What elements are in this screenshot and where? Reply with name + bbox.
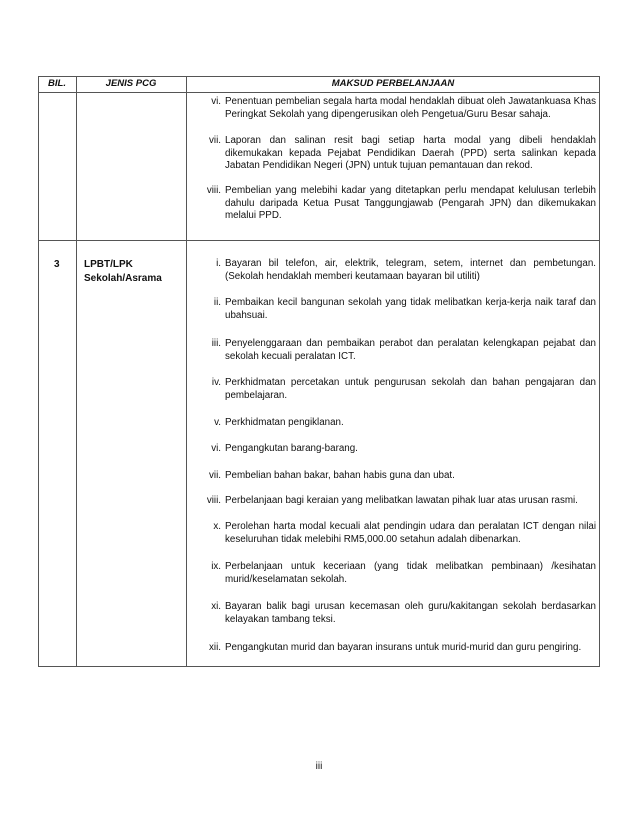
item-text: Bayaran bil telefon, air, elektrik, telegram, setem, internet dan pembetungan. (Sekolah hendaklah memberi keutamaan bayaran bil utiliti)	[225, 258, 596, 282]
item-text: Pembelian bahan bakar, bahan habis guna dan ubat.	[225, 470, 455, 481]
list-item	[186, 96, 600, 126]
item-text: Perolehan harta modal kecuali alat pendingin udara dan peralatan ICT dengan nilai keseluruhan tidak melebihi RM5,000.00 setahun adalah dibenarkan.	[225, 521, 596, 545]
item-number: iv.	[211, 377, 221, 388]
table-border-bottom	[38, 666, 600, 667]
item-text: Penentuan pembelian segala harta modal hendaklah dibuat oleh Jawatankuasa Khas Peringkat Sekolah yang dipengerusikan oleh Pengetua/Guru Besar sahaja.	[225, 96, 596, 120]
header-maksud-perbelanjaan: MAKSUD PERBELANJAAN	[331, 78, 455, 89]
item-number: ix.	[211, 561, 221, 572]
expenditure-table	[38, 76, 600, 667]
item-text: Perkhidmatan pengiklanan.	[225, 417, 344, 428]
item-number: viii.	[206, 185, 221, 196]
item-number: xi.	[211, 601, 221, 612]
item-text: Pembelian yang melebihi kadar yang ditetapkan perlu mendapat kelulusan terlebih dahulu daripada Ketua Pusat Tanggungjawab (Pengarah JPN) dan dikemukakan melalui PPD.	[225, 185, 596, 221]
item-text: Bayaran balik bagi urusan kecemasan oleh guru/kakitangan sekolah berdasarkan kelayakan tambang teksi.	[225, 601, 596, 625]
list-item	[186, 417, 600, 431]
list-item	[186, 642, 600, 656]
pcg-type-line1: LPBT/LPK	[84, 259, 133, 270]
list-item	[186, 495, 600, 509]
list-item	[186, 258, 600, 284]
list-item	[186, 561, 600, 587]
list-item	[186, 297, 600, 323]
item-number: vi.	[211, 443, 221, 454]
list-item	[186, 601, 600, 627]
item-number: iii.	[211, 338, 221, 349]
item-number: viii.	[206, 495, 221, 506]
item-text: Perkhidmatan percetakan untuk pengurusan sekolah dan bahan pengajaran dan pembelajaran.	[225, 377, 596, 401]
row-divider	[38, 240, 600, 241]
item-number: ii.	[213, 297, 221, 308]
list-item	[186, 521, 600, 547]
list-item	[186, 185, 600, 227]
column-divider-1	[76, 76, 77, 667]
item-number: v.	[214, 417, 221, 428]
item-text: Laporan dan salinan resit bagi setiap harta modal yang dibeli hendaklah dikemukakan kepada Pejabat Pendidikan Daerah (PPD) serta salinkan kepada Jabatan Pendidikan Negeri (JPN) untuk tujuan pemantauan dan rekod.	[225, 135, 596, 171]
row-number: 3	[54, 259, 60, 270]
list-item	[186, 443, 600, 457]
list-item	[186, 377, 600, 403]
item-text: Pengangkutan murid dan bayaran insurans untuk murid-murid dan guru pengiring.	[225, 642, 582, 653]
item-text: Perbelanjaan bagi keraian yang melibatkan lawatan pihak luar atas urusan rasmi.	[225, 495, 578, 506]
pcg-type-line2: Sekolah/Asrama	[84, 273, 162, 284]
item-number: vii.	[209, 135, 221, 146]
item-text: Perbelanjaan untuk keceriaan (yang tidak melibatkan pembinaan) /kesihatan murid/keselamatan sekolah.	[225, 561, 596, 585]
list-item	[186, 135, 600, 177]
list-item	[186, 470, 600, 484]
table-border-left	[38, 76, 39, 667]
item-number: vii.	[209, 470, 221, 481]
item-number: x.	[213, 521, 221, 532]
header-jenis-pcg: JENIS PCG	[105, 78, 157, 89]
page-number: iii	[315, 761, 323, 772]
item-number: i.	[216, 258, 221, 269]
item-number: xii.	[209, 642, 221, 653]
header-border-bottom	[38, 92, 600, 93]
item-text: Penyelenggaraan dan pembaikan perabot dan peralatan kelengkapan pejabat dan sekolah kecuali peralatan ICT.	[225, 338, 596, 362]
item-text: Pengangkutan barang-barang.	[225, 443, 358, 454]
item-number: vi.	[211, 96, 221, 107]
item-text: Pembaikan kecil bangunan sekolah yang tidak melibatkan kerja-kerja naik taraf dan ubahsuai.	[225, 297, 596, 321]
list-item	[186, 338, 600, 364]
header-bil: BIL.	[48, 78, 66, 89]
